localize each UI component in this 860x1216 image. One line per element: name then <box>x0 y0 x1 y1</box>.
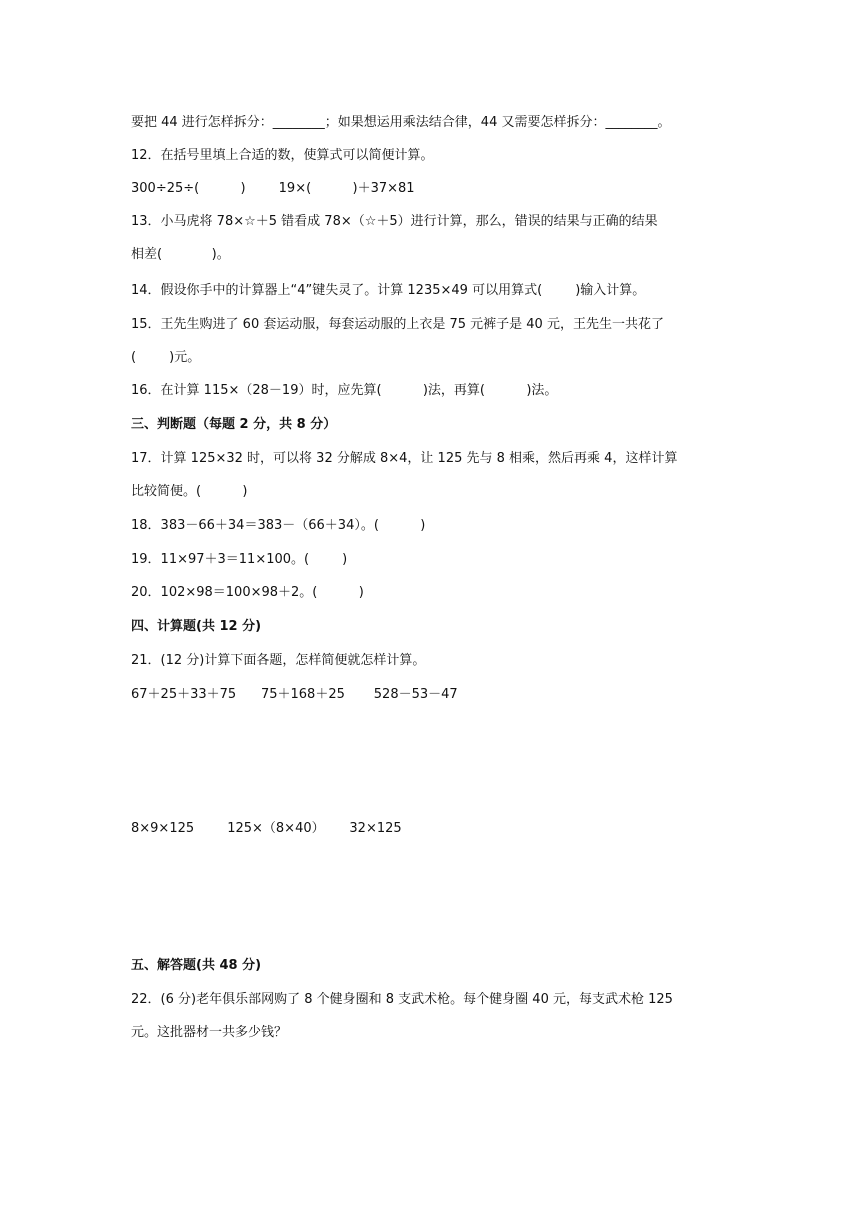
q21-expressions-row-1: 67＋25＋33＋75 75＋168＋25 528－53－47 <box>131 687 458 702</box>
section-5-heading: 五、解答题(共 48 分) <box>131 958 262 973</box>
q13-continuation: 相差( )。 <box>131 247 230 262</box>
q17-continuation: 比较简便。( ) <box>131 484 248 499</box>
q21-text: 21．(12 分)计算下面各题，怎样简便就怎样计算。 <box>131 653 426 668</box>
q20-text: 20．102×98＝100×98＋2。( ) <box>131 585 364 600</box>
q11-continuation: 要把 44 进行怎样拆分：________；如果想运用乘法结合律，44 又需要怎样拆分：________。 <box>131 115 671 130</box>
q14-text: 14．假设你手中的计算器上“4”键失灵了。计算 1235×49 可以用算式( )输入计算。 <box>131 283 646 298</box>
q16-text: 16．在计算 115×（28－19）时，应先算( )法，再算( )法。 <box>131 383 558 398</box>
section-3-heading: 三、判断题（每题 2 分，共 8 分） <box>131 417 337 432</box>
q12-expressions: 300÷25÷( ) 19×( )＋37×81 <box>131 181 415 196</box>
q17-text: 17．计算 125×32 时，可以将 32 分解成 8×4，让 125 先与 8 相乘，然后再乘 4，这样计算 <box>131 451 678 466</box>
q12-text: 12．在括号里填上合适的数，使算式可以简便计算。 <box>131 148 434 163</box>
q13-text: 13．小马虎将 78×☆＋5 错看成 78×（☆＋5）进行计算，那么，错误的结果与正确的结果 <box>131 214 658 229</box>
q18-text: 18．383－66＋34＝383－（66＋34）。( ) <box>131 518 426 533</box>
q15-text: 15．王先生购进了 60 套运动服，每套运动服的上衣是 75 元裤子是 40 元，王先生一共花了 <box>131 317 664 332</box>
q22-text: 22．(6 分)老年俱乐部网购了 8 个健身圈和 8 支武术枪。每个健身圈 40 元，每支武术枪 125 <box>131 992 673 1007</box>
q15-continuation: ( )元。 <box>131 350 201 365</box>
section-4-heading: 四、计算题(共 12 分) <box>131 619 262 634</box>
q22-continuation: 元。这批器材一共多少钱？ <box>131 1025 288 1040</box>
q21-expressions-row-2: 8×9×125 125×（8×40） 32×125 <box>131 821 402 836</box>
q19-text: 19．11×97＋3＝11×100。( ) <box>131 552 348 567</box>
